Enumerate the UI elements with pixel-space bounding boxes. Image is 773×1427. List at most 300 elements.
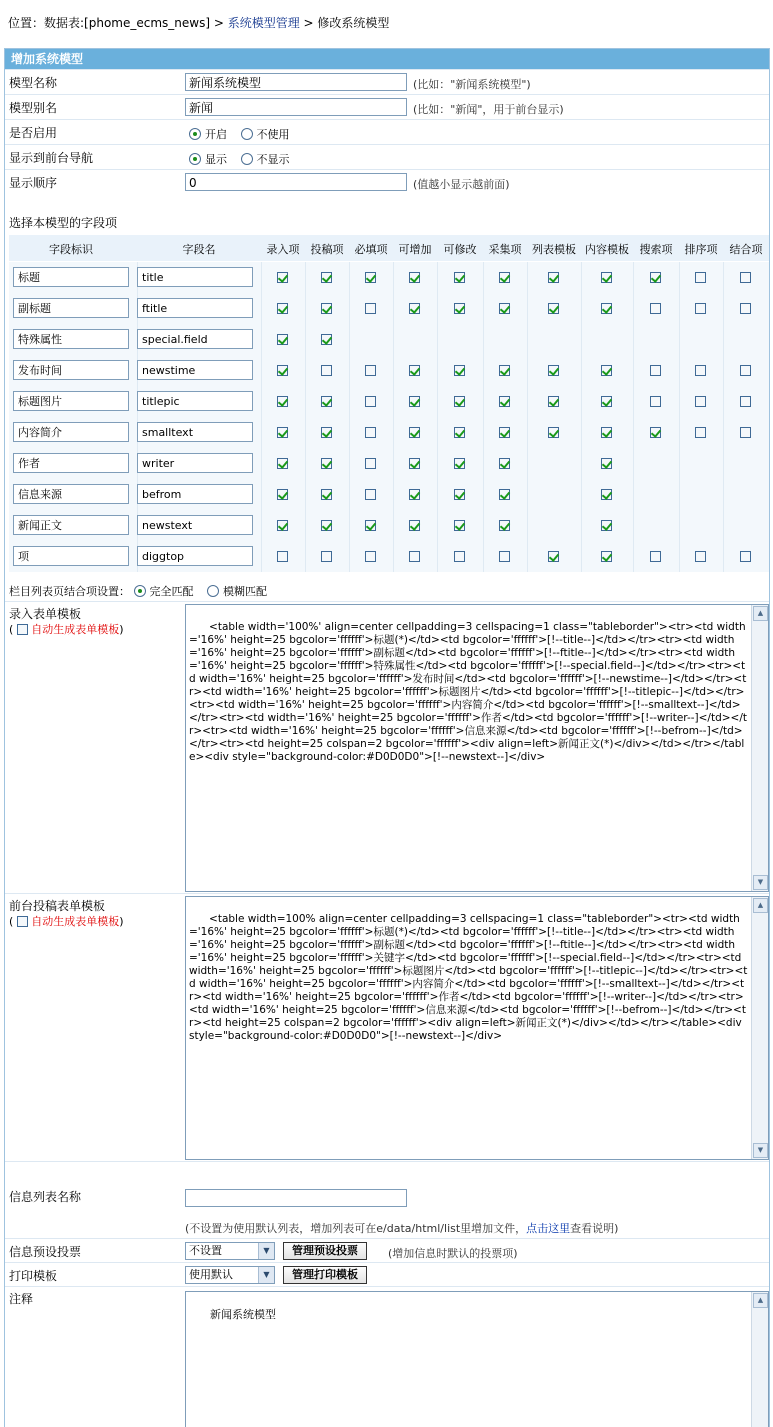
fields-title: 选择本模型的字段项: [9, 216, 118, 230]
fh-7: 采集项: [488, 243, 522, 256]
field-option-checkbox[interactable]: [365, 396, 376, 407]
model-alias-hint: (比如："新闻"，用于前台显示): [413, 103, 564, 116]
field-option-checkbox[interactable]: [277, 272, 288, 283]
field-option-checkbox[interactable]: [409, 458, 420, 469]
field-name-input[interactable]: writer: [137, 453, 253, 473]
field-option-checkbox[interactable]: [548, 272, 559, 283]
column-divider: [437, 448, 438, 479]
field-option-checkbox[interactable]: [601, 520, 612, 531]
field-option-checkbox[interactable]: [321, 272, 332, 283]
column-divider: [723, 386, 724, 417]
column-divider: [723, 510, 724, 541]
scroll-down-icon[interactable]: ▼: [753, 875, 768, 890]
field-name-input[interactable]: diggtop: [137, 546, 253, 566]
column-divider: [437, 510, 438, 541]
field-option-checkbox[interactable]: [409, 272, 420, 283]
column-divider: [305, 293, 306, 324]
field-option-checkbox[interactable]: [409, 396, 420, 407]
column-divider: [305, 541, 306, 572]
nav-label: 显示到前台导航: [9, 151, 94, 165]
column-divider: [483, 324, 484, 355]
field-option-checkbox[interactable]: [365, 551, 376, 562]
field-option-checkbox[interactable]: [499, 396, 510, 407]
column-divider: [581, 479, 582, 510]
field-option-checkbox[interactable]: [277, 458, 288, 469]
list-name-hint-pre: (不设置为使用默认列表，增加列表可在e/data/html/list里增加文件，: [185, 1222, 527, 1235]
column-divider: [679, 541, 680, 572]
column-divider: [723, 417, 724, 448]
field-option-checkbox[interactable]: [277, 551, 288, 562]
field-option-checkbox[interactable]: [548, 396, 559, 407]
column-divider: [633, 510, 634, 541]
field-option-checkbox[interactable]: [454, 365, 465, 376]
field-name-input[interactable]: special.field: [137, 329, 253, 349]
field-option-checkbox[interactable]: [321, 365, 332, 376]
field-option-checkbox[interactable]: [601, 551, 612, 562]
column-divider: [483, 262, 484, 293]
row-combine: [5, 577, 769, 601]
column-divider: [483, 417, 484, 448]
column-divider: [527, 510, 528, 541]
column-divider: [349, 448, 350, 479]
order-hint: (值越小显示越前面): [413, 178, 510, 191]
field-option-checkbox[interactable]: [321, 427, 332, 438]
column-divider: [349, 355, 350, 386]
vote-select[interactable]: [185, 1242, 275, 1260]
field-option-checkbox[interactable]: [277, 303, 288, 314]
field-row: [9, 510, 769, 541]
column-divider: [393, 479, 394, 510]
column-divider: [483, 386, 484, 417]
column-divider: [261, 355, 262, 386]
model-name-hint: (比如："新闻系统模型"): [413, 78, 531, 91]
column-divider: [633, 479, 634, 510]
column-divider: [679, 510, 680, 541]
field-option-checkbox[interactable]: [601, 427, 612, 438]
model-alias-label: 模型别名: [9, 101, 58, 115]
column-divider: [679, 355, 680, 386]
column-divider: [393, 510, 394, 541]
column-divider: [679, 324, 680, 355]
field-option-checkbox[interactable]: [365, 458, 376, 469]
field-option-checkbox[interactable]: [601, 365, 612, 376]
row-model-alias: [5, 94, 769, 120]
column-divider: [437, 386, 438, 417]
model-alias-input[interactable]: 新闻: [185, 98, 407, 116]
column-divider: [393, 541, 394, 572]
column-divider: [261, 479, 262, 510]
submit-tpl-paren-close: ): [119, 915, 124, 928]
column-divider: [527, 448, 528, 479]
combine-fuzzy-label: 模糊匹配: [223, 585, 267, 598]
field-label-input[interactable]: 信息来源: [13, 484, 129, 504]
field-row: [9, 417, 769, 448]
fields-table-header: [9, 235, 769, 261]
field-option-checkbox[interactable]: [454, 272, 465, 283]
field-row: [9, 262, 769, 293]
column-divider: [679, 262, 680, 293]
chevron-down-icon[interactable]: ▼: [258, 1243, 274, 1259]
enabled-off-radio[interactable]: [241, 128, 253, 140]
print-selected: 使用默认: [189, 1268, 233, 1281]
column-divider: [349, 324, 350, 355]
column-divider: [349, 479, 350, 510]
field-option-checkbox[interactable]: [409, 551, 420, 562]
column-divider: [633, 293, 634, 324]
row-print: [5, 1262, 769, 1287]
field-option-checkbox[interactable]: [277, 396, 288, 407]
column-divider: [393, 324, 394, 355]
scroll-up-icon[interactable]: ▲: [753, 606, 768, 621]
field-option-checkbox[interactable]: [365, 489, 376, 500]
input-tpl-scrollbar[interactable]: [751, 605, 768, 891]
column-divider: [723, 541, 724, 572]
enabled-on-radio[interactable]: [189, 128, 201, 140]
column-divider: [527, 541, 528, 572]
row-nav: [5, 144, 769, 170]
column-divider: [581, 355, 582, 386]
field-option-checkbox[interactable]: [650, 427, 661, 438]
field-label-input[interactable]: 内容简介: [13, 422, 129, 442]
nav-hide-radio[interactable]: [241, 153, 253, 165]
row-fields-title: [5, 194, 769, 234]
field-option-checkbox[interactable]: [321, 520, 332, 531]
column-divider: [437, 355, 438, 386]
field-option-checkbox[interactable]: [601, 458, 612, 469]
nav-show-radio[interactable]: [189, 153, 201, 165]
column-divider: [527, 355, 528, 386]
field-option-checkbox[interactable]: [365, 520, 376, 531]
submit-tpl-scrollbar[interactable]: [751, 897, 768, 1159]
field-option-checkbox[interactable]: [499, 489, 510, 500]
column-divider: [483, 293, 484, 324]
manage-print-button[interactable]: 管理打印模板: [283, 1266, 367, 1284]
column-divider: [305, 386, 306, 417]
field-option-checkbox[interactable]: [601, 272, 612, 283]
field-option-checkbox[interactable]: [365, 365, 376, 376]
field-option-checkbox[interactable]: [321, 489, 332, 500]
field-row: [9, 386, 769, 417]
column-divider: [437, 262, 438, 293]
column-divider: [305, 324, 306, 355]
field-option-checkbox[interactable]: [499, 458, 510, 469]
field-label-input[interactable]: 发布时间: [13, 360, 129, 380]
column-divider: [483, 541, 484, 572]
field-option-checkbox[interactable]: [277, 489, 288, 500]
field-row: [9, 324, 769, 355]
field-option-checkbox[interactable]: [454, 396, 465, 407]
input-tpl-auto-checkbox[interactable]: [17, 624, 28, 635]
row-list-name: [5, 1161, 769, 1239]
column-divider: [483, 355, 484, 386]
column-divider: [261, 386, 262, 417]
field-option-checkbox[interactable]: [695, 303, 706, 314]
field-option-checkbox[interactable]: [454, 520, 465, 531]
column-divider: [483, 448, 484, 479]
column-divider: [393, 355, 394, 386]
field-option-checkbox[interactable]: [499, 427, 510, 438]
column-divider: [527, 324, 528, 355]
model-name-label: 模型名称: [9, 76, 58, 90]
field-option-checkbox[interactable]: [650, 303, 661, 314]
vote-selected: 不设置: [189, 1244, 222, 1257]
field-option-checkbox[interactable]: [650, 272, 661, 283]
print-label: 打印模板: [9, 1269, 58, 1283]
column-divider: [305, 479, 306, 510]
combine-fuzzy-radio[interactable]: [207, 585, 219, 597]
fh-0: 字段标识: [49, 243, 93, 256]
row-note: [5, 1286, 769, 1427]
field-name-input[interactable]: newstext: [137, 515, 253, 535]
field-option-checkbox[interactable]: [277, 520, 288, 531]
column-divider: [261, 510, 262, 541]
order-label: 显示顺序: [9, 176, 58, 190]
field-option-checkbox[interactable]: [321, 334, 332, 345]
fh-1: 字段名: [182, 243, 216, 256]
manage-vote-button[interactable]: 管理预设投票: [283, 1242, 367, 1260]
column-divider: [679, 293, 680, 324]
column-divider: [679, 448, 680, 479]
field-option-checkbox[interactable]: [409, 427, 420, 438]
column-divider: [723, 448, 724, 479]
list-name-label: 信息列表名称: [9, 1190, 82, 1204]
column-divider: [723, 355, 724, 386]
submit-tpl-auto-checkbox[interactable]: [17, 916, 28, 927]
column-divider: [349, 417, 350, 448]
field-option-checkbox[interactable]: [499, 272, 510, 283]
breadcrumb-sep: >: [299, 16, 318, 30]
column-divider: [483, 479, 484, 510]
scroll-up-icon[interactable]: ▲: [753, 1293, 768, 1308]
scroll-down-icon[interactable]: ▼: [753, 1143, 768, 1158]
column-divider: [437, 324, 438, 355]
column-divider: [527, 262, 528, 293]
field-option-checkbox[interactable]: [740, 396, 751, 407]
column-divider: [437, 293, 438, 324]
breadcrumb-link-model-manage[interactable]: 系统模型管理: [227, 16, 300, 30]
enabled-label: 是否启用: [9, 126, 58, 140]
field-label-input[interactable]: 项: [13, 546, 129, 566]
column-divider: [527, 386, 528, 417]
column-divider: [437, 541, 438, 572]
field-option-checkbox[interactable]: [277, 427, 288, 438]
field-option-checkbox[interactable]: [548, 365, 559, 376]
fh-3: 投稿项: [310, 243, 344, 256]
field-option-checkbox[interactable]: [601, 396, 612, 407]
field-name-input[interactable]: titlepic: [137, 391, 253, 411]
field-option-checkbox[interactable]: [695, 272, 706, 283]
field-option-checkbox[interactable]: [454, 489, 465, 500]
field-option-checkbox[interactable]: [650, 365, 661, 376]
column-divider: [723, 479, 724, 510]
column-divider: [723, 324, 724, 355]
field-option-checkbox[interactable]: [277, 365, 288, 376]
field-option-checkbox[interactable]: [454, 551, 465, 562]
row-enabled: [5, 119, 769, 145]
field-option-checkbox[interactable]: [499, 303, 510, 314]
column-divider: [261, 324, 262, 355]
chevron-down-icon[interactable]: ▼: [258, 1267, 274, 1283]
field-option-checkbox[interactable]: [499, 520, 510, 531]
fh-6: 可修改: [443, 243, 477, 256]
field-option-checkbox[interactable]: [695, 396, 706, 407]
field-option-checkbox[interactable]: [695, 551, 706, 562]
field-option-checkbox[interactable]: [548, 303, 559, 314]
submit-tpl-content: <table width=100% align=center cellpadding=3 cellspacing=1 class="tableborder"><tr><td width='16%' height=25 bgcolor='ffffff'>标题(*)</td><td bgcolor='ffffff'>[!--title--]</td></tr><tr><td width='16%' height=25 bgcolor='ffffff'>副标题</td><td bgcolor='ffffff'>[!--ftitle--]</td></tr><tr><td width='16%' height=25 bgcolor='ffffff'>关键字</td><td bgcolor='ffffff'>[!--special.field--]</td></tr><tr><td width='16%' height=25 bgcolor='ffffff'>标题图片</td><td bgcolor='ffffff'>[!--titlepic--]</td></tr><tr><td width='16%' height=25 bgcolor='ffffff'>内容简介</td><td bgcolor='ffffff'>[!--smalltext--]</td></tr><tr><td width='16%' height=25 bgcolor='ffffff'>作者</td><td bgcolor='ffffff'>[!--writer--]</td></tr><tr><td width='16%' height=25 bgcolor='ffffff'>信息来源</td><td bgcolor='ffffff'>[!--befrom--]</td></tr><tr><td height=25 colspan=2 bgcolor='ffffff'><div align=left>新闻正文(*)</div></td></tr></table><div style="background-color:#D0D0D0">[!--newstext--]</div>: [189, 913, 748, 1042]
field-label-input[interactable]: 新闻正文: [13, 515, 129, 535]
field-option-checkbox[interactable]: [548, 427, 559, 438]
note-label: 注释: [9, 1292, 34, 1306]
input-tpl-textarea[interactable]: [185, 604, 769, 892]
note-scrollbar[interactable]: [751, 1292, 768, 1427]
field-option-checkbox[interactable]: [321, 551, 332, 562]
field-option-checkbox[interactable]: [321, 396, 332, 407]
field-option-checkbox[interactable]: [365, 272, 376, 283]
field-label-input[interactable]: 作者: [13, 453, 129, 473]
field-option-checkbox[interactable]: [548, 551, 559, 562]
submit-tpl-paren-open: (: [9, 915, 14, 928]
field-option-checkbox[interactable]: [740, 365, 751, 376]
field-label-input[interactable]: 标题: [13, 267, 129, 287]
column-divider: [527, 417, 528, 448]
list-name-input[interactable]: [185, 1189, 407, 1207]
vote-label: 信息预设投票: [9, 1245, 82, 1259]
fh-5: 可增加: [398, 243, 432, 256]
column-divider: [633, 355, 634, 386]
column-divider: [633, 541, 634, 572]
input-tpl-auto-label: 自动生成表单模板: [31, 623, 120, 636]
field-option-checkbox[interactable]: [601, 489, 612, 500]
row-submit-template: [5, 893, 769, 1162]
column-divider: [581, 262, 582, 293]
field-option-checkbox[interactable]: [695, 365, 706, 376]
column-divider: [305, 417, 306, 448]
column-divider: [393, 262, 394, 293]
fh-12: 结合项: [729, 243, 763, 256]
column-divider: [633, 324, 634, 355]
list-name-hint: [185, 1220, 618, 1236]
field-row: [9, 479, 769, 510]
field-option-checkbox[interactable]: [740, 272, 751, 283]
column-divider: [581, 448, 582, 479]
field-name-input[interactable]: ftitle: [137, 298, 253, 318]
breadcrumb: [8, 14, 389, 31]
column-divider: [581, 541, 582, 572]
field-option-checkbox[interactable]: [409, 365, 420, 376]
field-option-checkbox[interactable]: [740, 551, 751, 562]
nav-show-label: 显示: [205, 153, 227, 166]
submit-tpl-auto-label: 自动生成表单模板: [31, 915, 120, 928]
field-option-checkbox[interactable]: [454, 303, 465, 314]
column-divider: [723, 293, 724, 324]
column-divider: [393, 293, 394, 324]
column-divider: [437, 417, 438, 448]
scroll-up-icon[interactable]: ▲: [753, 898, 768, 913]
column-divider: [483, 510, 484, 541]
field-name-input[interactable]: title: [137, 267, 253, 287]
print-select[interactable]: [185, 1266, 275, 1284]
field-option-checkbox[interactable]: [321, 458, 332, 469]
field-option-checkbox[interactable]: [409, 520, 420, 531]
column-divider: [305, 355, 306, 386]
fh-8: 列表模板: [532, 243, 576, 256]
model-name-input[interactable]: 新闻系统模型: [185, 73, 407, 91]
field-option-checkbox[interactable]: [454, 427, 465, 438]
enabled-on-label: 开启: [205, 128, 227, 141]
column-divider: [349, 510, 350, 541]
field-option-checkbox[interactable]: [650, 551, 661, 562]
input-tpl-label: 录入表单模板: [9, 607, 82, 621]
input-tpl-paren-open: (: [9, 623, 14, 636]
model-form-panel: [4, 48, 770, 1427]
field-option-checkbox[interactable]: [650, 396, 661, 407]
row-input-template: [5, 601, 769, 894]
field-option-checkbox[interactable]: [409, 303, 420, 314]
field-option-checkbox[interactable]: [740, 303, 751, 314]
field-option-checkbox[interactable]: [321, 303, 332, 314]
combine-exact-radio[interactable]: [134, 585, 146, 597]
field-name-input[interactable]: smalltext: [137, 422, 253, 442]
list-name-hint-post: 查看说明): [570, 1222, 619, 1235]
column-divider: [393, 448, 394, 479]
column-divider: [305, 510, 306, 541]
combine-label: 栏目列表页结合项设置：: [9, 585, 130, 598]
field-option-checkbox[interactable]: [365, 303, 376, 314]
column-divider: [581, 417, 582, 448]
field-option-checkbox[interactable]: [277, 334, 288, 345]
column-divider: [349, 262, 350, 293]
fh-2: 录入项: [266, 243, 300, 256]
column-divider: [527, 293, 528, 324]
column-divider: [581, 386, 582, 417]
field-option-checkbox[interactable]: [601, 303, 612, 314]
field-label-input[interactable]: 标题图片: [13, 391, 129, 411]
order-input[interactable]: 0: [185, 173, 407, 191]
field-name-input[interactable]: newstime: [137, 360, 253, 380]
submit-tpl-label: 前台投稿表单模板: [9, 899, 106, 913]
column-divider: [633, 386, 634, 417]
input-tpl-content: <table width='100%' align=center cellpadding=3 cellspacing=1 class="tableborder"><tr><td width='16%' height=25 bgcolor='ffffff'>标题(*)</td><td bgcolor='ffffff'>[!--title--]</td></tr><tr><td width='16%' height=25 bgcolor='ffffff'>副标题</td><td bgcolor='ffffff'>[!--ftitle--]</td></tr><tr><td width='16%' height=25 bgcolor='ffffff'>特殊属性</td><td bgcolor='ffffff'>[!--special.field--]</td></tr><tr><td width='16%' height=25 bgcolor='ffffff'>发布时间</td><td bgcolor='ffffff'>[!--newstime--]</td></tr><tr><td width='16%' height=25 bgcolor='ffffff'>标题图片</td><td bgcolor='ffffff'>[!--titlepic--]</td></tr><tr><td width='16%' height=25 bgcolor='ffffff'>内容简介</td><td bgcolor='ffffff'>[!--smalltext--]</td></tr><tr><td width='16%' height=25 bgcolor='ffffff'>作者</td><td bgcolor='ffffff'>[!--writer--]</td></tr><tr><td width='16%' height=25 bgcolor='ffffff'>信息来源</td><td bgcolor='ffffff'>[!--befrom--]</td></tr><tr><td height=25 colspan=2 bgcolor='ffffff'><div align=left>新闻正文(*)</div></td></tr></table><div style="background-color:#D0D0D0">[!--newstext--]</div>: [189, 621, 747, 763]
field-option-checkbox[interactable]: [695, 427, 706, 438]
field-label-input[interactable]: 特殊属性: [13, 329, 129, 349]
list-name-help-link[interactable]: 点击这里: [526, 1222, 571, 1235]
field-option-checkbox[interactable]: [409, 489, 420, 500]
field-option-checkbox[interactable]: [499, 365, 510, 376]
field-option-checkbox[interactable]: [740, 427, 751, 438]
column-divider: [527, 479, 528, 510]
column-divider: [261, 417, 262, 448]
column-divider: [261, 541, 262, 572]
field-option-checkbox[interactable]: [365, 427, 376, 438]
column-divider: [261, 262, 262, 293]
column-divider: [261, 293, 262, 324]
column-divider: [437, 479, 438, 510]
field-label-input[interactable]: 副标题: [13, 298, 129, 318]
field-option-checkbox[interactable]: [499, 551, 510, 562]
breadcrumb-current: 修改系统模型: [317, 16, 390, 30]
field-row: [9, 293, 769, 324]
row-model-name: [5, 69, 769, 95]
column-divider: [679, 479, 680, 510]
breadcrumb-prefix: 位置：数据表:[phome_ecms_news] >: [8, 16, 228, 30]
column-divider: [581, 510, 582, 541]
fh-10: 搜索项: [639, 243, 673, 256]
submit-tpl-textarea[interactable]: [185, 896, 769, 1160]
field-row: [9, 541, 769, 572]
field-option-checkbox[interactable]: [454, 458, 465, 469]
field-name-input[interactable]: befrom: [137, 484, 253, 504]
note-textarea[interactable]: [185, 1291, 769, 1427]
